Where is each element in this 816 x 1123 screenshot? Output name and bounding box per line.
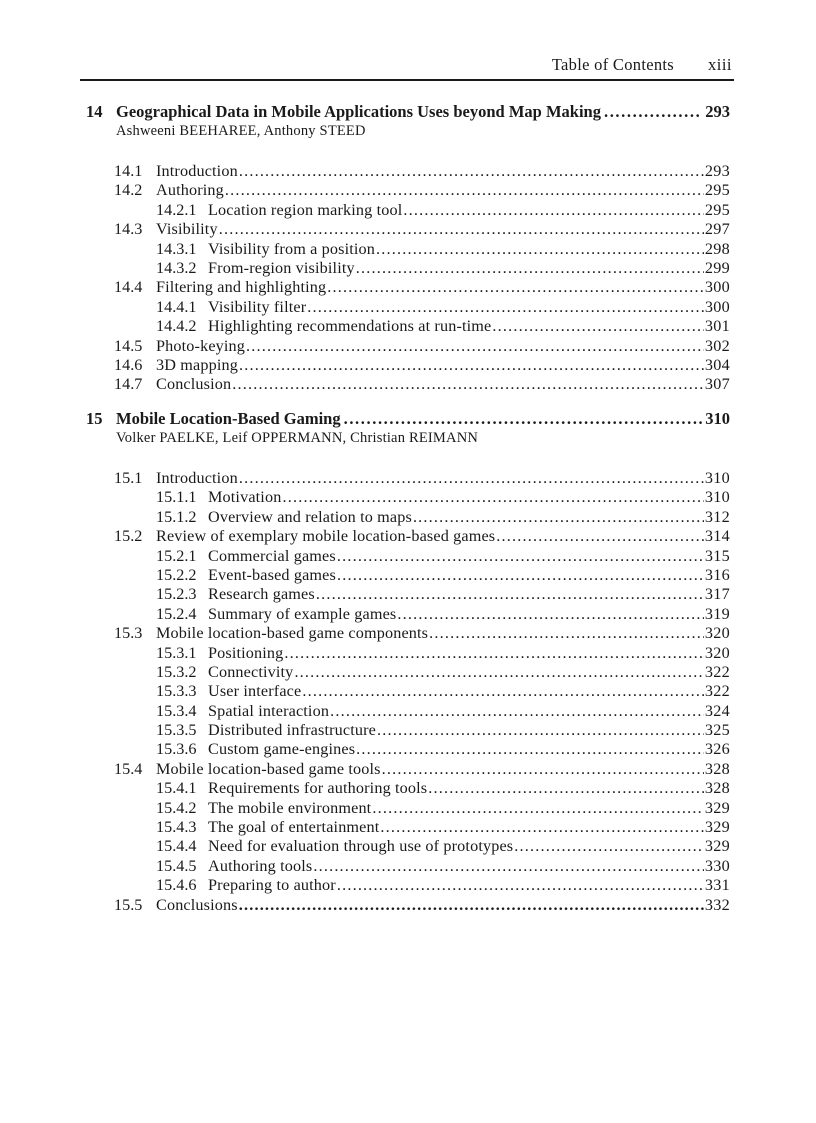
section-page: 295	[704, 200, 730, 219]
dot-leader	[246, 337, 704, 356]
dot-leader	[344, 409, 703, 429]
dot-leader	[382, 760, 704, 779]
toc-entry[interactable]	[86, 644, 730, 663]
section-page: 310	[704, 488, 730, 507]
section-title: Visibility from a position	[208, 239, 376, 258]
section-title: Mobile location-based game tools	[156, 759, 381, 778]
section-page: 300	[704, 297, 730, 316]
section-page: 326	[704, 740, 730, 759]
section-title: Summary of example games	[208, 604, 397, 623]
section-number: 14.3	[114, 220, 143, 239]
dot-leader	[239, 162, 704, 181]
toc-entry[interactable]	[86, 818, 730, 837]
section-page: 293	[704, 162, 730, 180]
toc-entry[interactable]	[86, 469, 730, 488]
section-number: 15.4.2	[156, 798, 197, 817]
section-number: 15.3.3	[156, 682, 197, 701]
section-page: 332	[704, 895, 730, 914]
dot-leader	[225, 181, 704, 200]
section-page: 320	[704, 643, 730, 662]
section-number: 14.3.2	[156, 258, 197, 277]
dot-leader	[302, 682, 703, 701]
section-page: 328	[704, 779, 730, 798]
section-number: 15.3.6	[156, 740, 197, 759]
dot-leader	[337, 547, 704, 566]
toc-entry[interactable]	[86, 181, 730, 200]
section-page: 312	[704, 507, 730, 526]
section-number: 14.2.1	[156, 200, 197, 219]
chapter-authors: Ashweeni BEEHAREE, Anthony STEED	[116, 123, 366, 139]
toc-entry[interactable]	[86, 760, 730, 779]
chapter-number: 14	[86, 102, 103, 121]
dot-leader	[356, 740, 704, 759]
section-title: Connectivity	[208, 662, 294, 681]
dot-leader	[403, 201, 703, 220]
chapter-title: Geographical Data in Mobile Applications Uses beyond Map Making	[116, 102, 601, 121]
section-page: 299	[704, 258, 730, 277]
dot-leader	[372, 799, 703, 818]
section-title: Review of exemplary mobile location-based games	[156, 527, 496, 546]
dot-leader	[239, 896, 704, 915]
dot-leader	[514, 837, 704, 856]
section-number: 15.3.1	[156, 643, 197, 662]
section-page: 322	[704, 682, 730, 701]
toc-entry[interactable]	[86, 837, 730, 856]
section-number: 14.2	[114, 181, 143, 200]
dot-leader	[380, 818, 703, 837]
section-page: 328	[704, 759, 730, 778]
section-number: 14.4	[114, 278, 143, 297]
dot-leader	[239, 356, 704, 375]
chapter-heading[interactable]	[86, 409, 730, 429]
section-title: Conclusions	[156, 895, 238, 914]
section-page: 319	[704, 604, 730, 623]
section-title: Conclusion	[156, 375, 232, 394]
dot-leader	[377, 721, 704, 740]
toc-entry[interactable]	[86, 356, 730, 375]
section-number: 15.2	[114, 527, 143, 546]
section-number: 15.4.4	[156, 837, 197, 856]
section-title: Location region marking tool	[208, 200, 403, 219]
section-number: 14.5	[114, 336, 143, 355]
chapter-heading[interactable]	[86, 102, 730, 122]
section-title: Authoring tools	[208, 856, 313, 875]
section-number: 15.4.1	[156, 779, 197, 798]
section-number: 15.4.3	[156, 818, 197, 837]
section-page: 300	[704, 278, 730, 297]
section-page: 314	[704, 527, 730, 546]
running-header-page-number: xiii	[707, 55, 732, 74]
section-title: Introduction	[156, 162, 238, 180]
dot-leader	[337, 876, 704, 895]
dot-leader	[356, 259, 704, 278]
toc-entry[interactable]	[86, 375, 730, 394]
section-number: 15.2.1	[156, 546, 197, 565]
section-number: 15.3.4	[156, 701, 197, 720]
dot-leader	[337, 566, 704, 585]
section-number: 15.3.5	[156, 721, 197, 740]
section-number: 15.1.1	[156, 488, 197, 507]
section-number: 15.1.2	[156, 507, 197, 526]
toc-entry[interactable]	[86, 298, 730, 317]
section-page: 325	[704, 721, 730, 740]
section-page: 329	[704, 798, 730, 817]
section-title: Preparing to author	[208, 876, 336, 895]
chapter-authors: Volker PAELKE, Leif OPPERMANN, Christian REIMANN	[116, 430, 479, 446]
section-page: 330	[704, 856, 730, 875]
dot-leader	[316, 585, 704, 604]
dot-leader	[413, 508, 704, 527]
section-page: 316	[704, 565, 730, 584]
toc-entry[interactable]	[86, 605, 730, 624]
section-title: Filtering and highlighting	[156, 278, 327, 297]
section-title: Visibility filter	[208, 297, 307, 316]
dot-leader	[282, 488, 703, 507]
section-title: Custom game-engines	[208, 740, 356, 759]
chapter-page: 310	[705, 409, 730, 428]
section-page: 307	[704, 375, 730, 394]
toc-entry[interactable]	[86, 682, 730, 701]
section-title: Need for evaluation through use of prototypes	[208, 837, 514, 856]
toc-entry[interactable]	[86, 508, 730, 527]
toc-entry[interactable]	[86, 779, 730, 798]
section-title: The goal of entertainment	[208, 818, 380, 837]
toc-entry[interactable]	[86, 162, 730, 181]
section-page: 297	[704, 220, 730, 239]
dot-leader	[294, 663, 703, 682]
section-title: Requirements for authoring tools	[208, 779, 428, 798]
section-title: Spatial interaction	[208, 701, 330, 720]
section-page: 302	[704, 336, 730, 355]
section-title: From-region visibility	[208, 258, 355, 277]
toc-entry-list	[86, 162, 730, 395]
section-page: 329	[704, 818, 730, 837]
section-number: 15.3	[114, 624, 143, 643]
section-page: 304	[704, 355, 730, 374]
section-number: 15.4.6	[156, 876, 197, 895]
section-page: 324	[704, 701, 730, 720]
section-page: 298	[704, 239, 730, 258]
toc-entry[interactable]	[86, 663, 730, 682]
section-number: 15.3.2	[156, 662, 197, 681]
section-title: Introduction	[156, 469, 238, 487]
dot-leader	[428, 779, 704, 798]
running-header	[80, 54, 734, 81]
dot-leader	[330, 702, 704, 721]
dot-leader	[307, 298, 704, 317]
section-number: 15.2.3	[156, 585, 197, 604]
section-number: 14.3.1	[156, 239, 197, 258]
section-number: 14.6	[114, 355, 143, 374]
toc-entry[interactable]	[86, 857, 730, 876]
dot-leader	[376, 240, 704, 259]
dot-leader	[219, 220, 704, 239]
section-title: Visibility	[156, 220, 218, 239]
section-number: 15.5	[114, 895, 143, 914]
toc-entry[interactable]	[86, 259, 730, 278]
section-page: 329	[704, 837, 730, 856]
section-page: 310	[704, 469, 730, 487]
toc-entry-list	[86, 469, 730, 915]
section-number: 15.2.2	[156, 565, 197, 584]
section-title: Motivation	[208, 488, 282, 507]
section-page: 322	[704, 662, 730, 681]
dot-leader	[232, 375, 704, 394]
dot-leader	[604, 102, 702, 122]
section-number: 14.1	[114, 162, 143, 180]
section-title: Authoring	[156, 181, 224, 200]
dot-leader	[239, 469, 704, 488]
toc-entry[interactable]	[86, 527, 730, 546]
toc-entry[interactable]	[86, 624, 730, 643]
toc-entry[interactable]	[86, 278, 730, 297]
section-number: 14.4.1	[156, 297, 197, 316]
running-header-title: Table of Contents	[551, 55, 674, 74]
toc-entry[interactable]	[86, 317, 730, 336]
section-page: 295	[704, 181, 730, 200]
section-number: 15.2.4	[156, 604, 197, 623]
dot-leader	[284, 644, 703, 663]
section-title: 3D mapping	[156, 355, 238, 374]
section-title: The mobile environment	[208, 798, 372, 817]
toc-entry[interactable]	[86, 799, 730, 818]
section-page: 315	[704, 546, 730, 565]
section-page: 320	[704, 624, 730, 643]
toc-entry[interactable]	[86, 547, 730, 566]
section-title: Overview and relation to maps	[208, 507, 412, 526]
section-page: 317	[704, 585, 730, 604]
chapter-number: 15	[86, 409, 103, 428]
chapter-15	[86, 409, 730, 915]
section-page: 331	[704, 876, 730, 895]
dot-leader	[397, 605, 703, 624]
section-title: User interface	[208, 682, 302, 701]
section-title: Research games	[208, 585, 315, 604]
chapter-title: Mobile Location-Based Gaming	[116, 409, 341, 428]
section-number: 15.4	[114, 759, 143, 778]
chapter-page: 293	[705, 102, 730, 121]
section-number: 14.7	[114, 375, 143, 394]
section-number: 15.4.5	[156, 856, 197, 875]
toc-entry[interactable]	[86, 240, 730, 259]
section-title: Event-based games	[208, 565, 336, 584]
toc-entry[interactable]	[86, 201, 730, 220]
section-number: 15.1	[114, 469, 143, 487]
section-title: Photo-keying	[156, 336, 246, 355]
section-number: 14.4.2	[156, 317, 197, 336]
dot-leader	[496, 527, 704, 546]
chapter-14	[86, 102, 730, 395]
dot-leader	[429, 624, 704, 643]
toc-entry[interactable]	[86, 896, 730, 915]
toc-entry[interactable]	[86, 337, 730, 356]
toc-entry[interactable]	[86, 702, 730, 721]
section-title: Positioning	[208, 643, 284, 662]
section-title: Mobile location-based game components	[156, 624, 429, 643]
toc-entry[interactable]	[86, 740, 730, 759]
toc-entry[interactable]	[86, 220, 730, 239]
section-page: 301	[704, 317, 730, 336]
section-title: Highlighting recommendations at run-time	[208, 317, 492, 336]
dot-leader	[327, 278, 704, 297]
section-title: Commercial games	[208, 546, 336, 565]
toc-entry[interactable]	[86, 566, 730, 585]
dot-leader	[313, 857, 703, 876]
toc-entry[interactable]	[86, 488, 730, 507]
toc-entry[interactable]	[86, 876, 730, 895]
dot-leader	[492, 317, 703, 336]
section-title: Distributed infrastructure	[208, 721, 376, 740]
toc-entry[interactable]	[86, 721, 730, 740]
toc-entry[interactable]	[86, 585, 730, 604]
